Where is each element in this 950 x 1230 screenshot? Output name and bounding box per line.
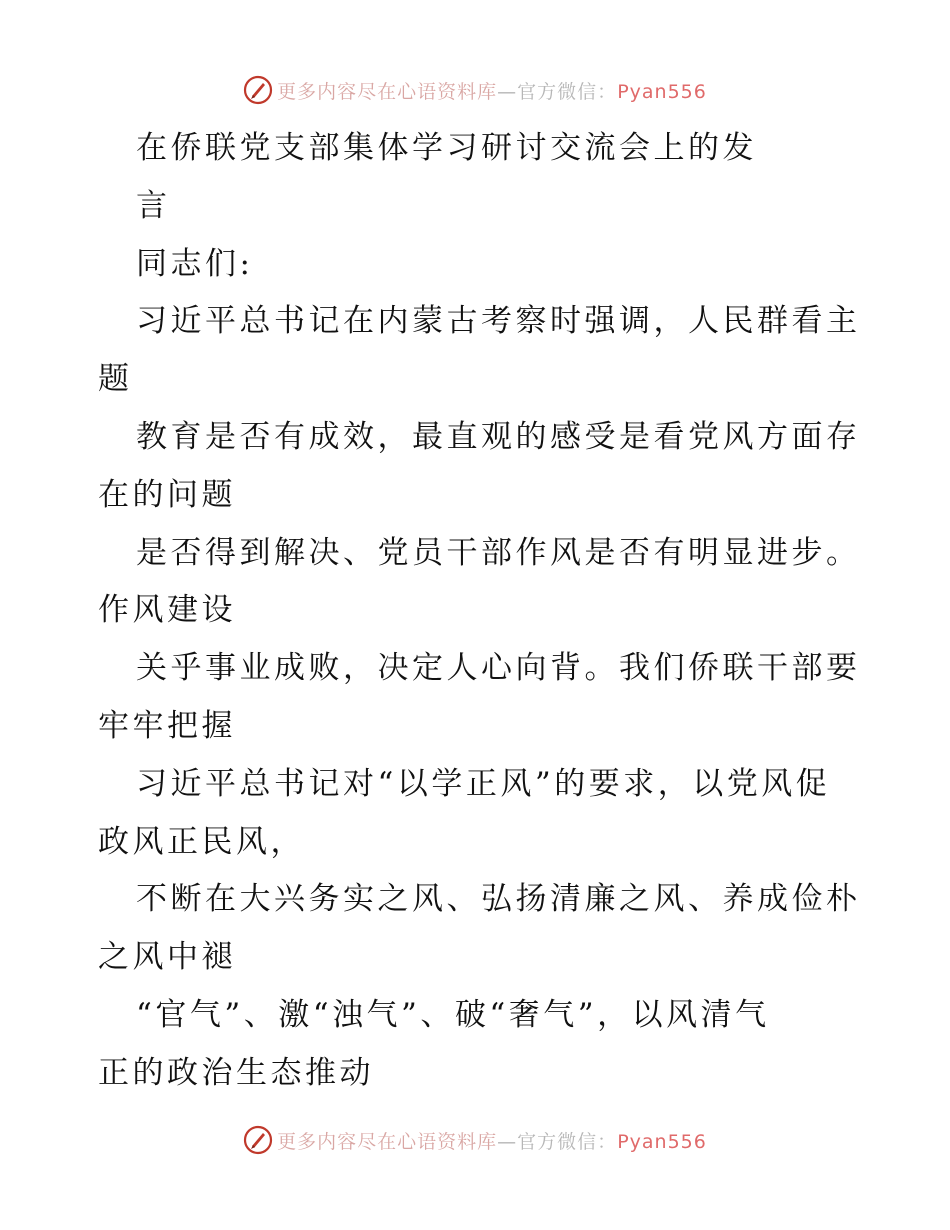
document-line: 政风正民风，	[98, 823, 305, 860]
document-line: 在的问题	[98, 476, 236, 513]
watermark-label: —官方微信：	[497, 80, 618, 103]
watermark-text	[277, 77, 707, 104]
document-line: 习近平总书记在内蒙古考察时强调，人民群看主	[136, 303, 861, 340]
document-line: 在侨联党支部集体学习研讨交流会上的发	[136, 130, 757, 166]
document-line: 牢牢把握	[98, 707, 236, 744]
watermark-brand: 更多内容尽在心语资料库	[277, 1130, 498, 1153]
document-line: 关乎事业成败，决定人心向背。我们侨联干部要	[136, 650, 861, 687]
quill-pen-icon	[243, 75, 273, 105]
document-line: 教育是否有成效，最直观的感受是看党风方面存	[136, 418, 861, 455]
document-line: 之风中褪	[98, 939, 236, 976]
document-line: 作风建设	[98, 592, 236, 629]
document-line: 不断在大兴务实之风、弘扬清廉之风、养成俭朴	[136, 881, 861, 918]
watermark-wechat-id: Pyan556	[617, 80, 707, 103]
watermark-footer	[0, 1122, 950, 1158]
document-line: 同志们:	[136, 245, 254, 282]
document-line: 题	[98, 361, 133, 398]
quill-pen-icon	[243, 1125, 273, 1155]
watermark-wechat-id: Pyan556	[617, 1130, 707, 1153]
watermark-brand: 更多内容尽在心语资料库	[277, 80, 498, 103]
document-body	[98, 120, 868, 1103]
document-line: 习近平总书记对“以学正风”的要求，以党风促	[136, 765, 831, 802]
document-line: 言	[136, 187, 171, 224]
watermark-label: —官方微信：	[497, 1130, 618, 1153]
document-line: 是否得到解决、党员干部作风是否有明显进步。	[136, 534, 861, 571]
document-line: 正的政治生态推动	[98, 1054, 374, 1091]
watermark-header	[0, 72, 950, 108]
document-line: “官气”、激“浊气”、破“奢气”，以风清气	[136, 996, 770, 1033]
watermark-text	[277, 1127, 707, 1154]
